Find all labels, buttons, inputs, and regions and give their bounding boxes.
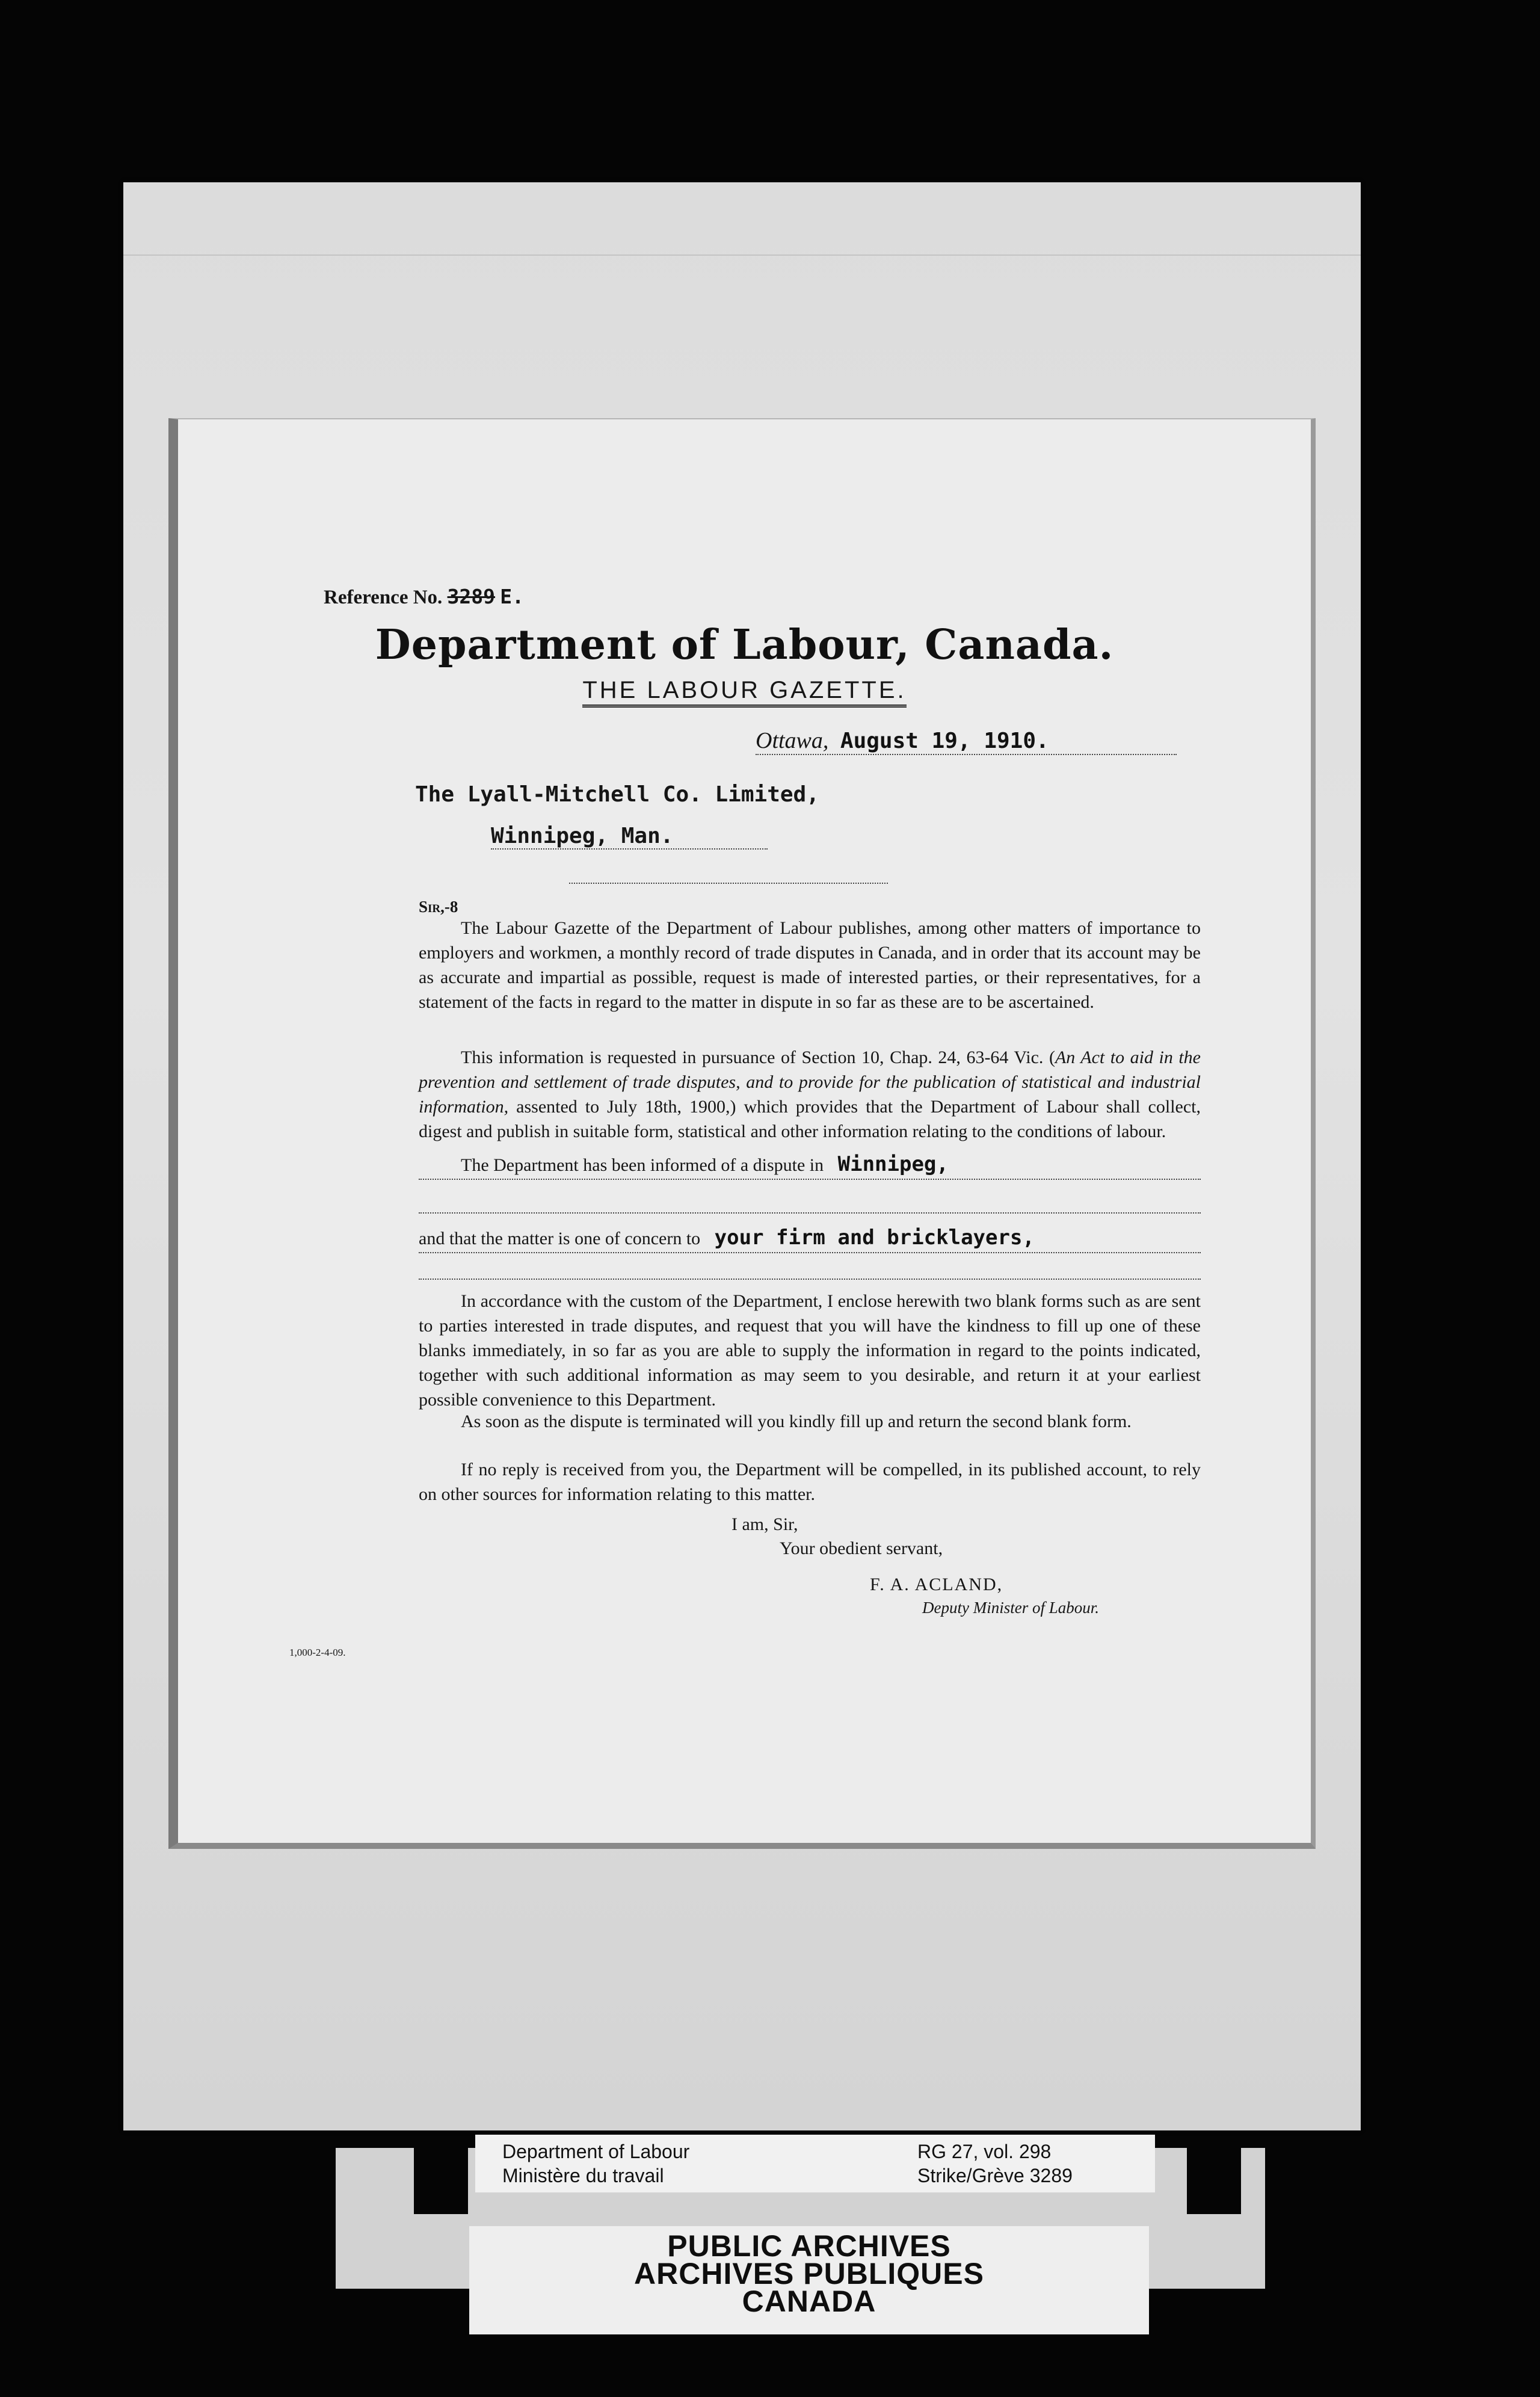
paragraph-2-end: assented to July 18th, 1900,) which provides that the Department of Labour shall collect, digest and publish in suitable form, statistical and other information relating to the conditions of labour.: [419, 1097, 1201, 1141]
paragraph-5-text: If no reply is received from you, the Department will be compelled, in its published account, to rely on other sources for information relating to this matter.: [419, 1460, 1201, 1504]
concern-label: and that the matter is one of concern to: [419, 1229, 701, 1248]
reference-value: 3289: [447, 585, 496, 608]
print-code: 1,000-2-4-09.: [289, 1647, 346, 1658]
addressee: The Lyall-Mitchell Co. Limited,: [415, 782, 819, 807]
paragraph-3-text: In accordance with the custom of the Department, I enclose herewith two blank forms such as are sent to parties interested in trade disputes, and request that you will have the kindness to fill up one of these blanks immediately, in so far as you are able to supply the information in regard to the points indicated, together with such additional information as may seem to you desirable, and return it at your earliest possible convenience to this Department.: [419, 1291, 1201, 1410]
paragraph-2: [419, 1045, 1201, 1144]
signer-name: F. A. ACLAND,: [870, 1575, 1003, 1594]
signer-title: Deputy Minister of Labour.: [922, 1599, 1099, 1617]
dispute-label: The Department has been informed of a dispute in: [461, 1155, 824, 1175]
paragraph-3: [419, 1289, 1201, 1412]
letter-sheet: [168, 418, 1316, 1849]
reference-suffix: E.: [500, 585, 525, 608]
archive-stamp-line-2: ARCHIVES PUBLIQUES: [634, 2257, 984, 2291]
address-city: Winnipeg, Man.: [491, 824, 768, 850]
dateline: [756, 727, 1177, 755]
dispute-line: [419, 1152, 1201, 1180]
fold-line: [123, 255, 1361, 256]
paragraph-1: [419, 916, 1201, 1014]
closing-line-2: Your obedient servant,: [780, 1538, 943, 1558]
dotted-line: [419, 1279, 1201, 1280]
dotted-line: [419, 1212, 1201, 1214]
reference-label: Reference No.: [324, 587, 443, 608]
archive-stamp: [469, 2226, 1149, 2334]
strip-notch: [1187, 2148, 1241, 2214]
archive-label: [475, 2135, 1155, 2192]
date-value: August 19, 1910.: [840, 729, 1049, 753]
dispute-value: Winnipeg,: [837, 1152, 949, 1176]
address-blank-line: [569, 883, 888, 884]
act-title: An Act to aid in the prevention and settlement of trade disputes, and to provide for the publication of statistical and industrial information,: [419, 1047, 1201, 1117]
archive-stamp-line-1: PUBLIC ARCHIVES: [667, 2229, 951, 2263]
closing-line-1: I am, Sir,: [732, 1514, 798, 1534]
concern-line: [419, 1226, 1201, 1253]
paragraph-4-text: As soon as the dispute is terminated will you kindly fill up and return the second blank form.: [461, 1411, 1132, 1431]
label-strike: Strike/Grève 3289: [917, 2165, 1073, 2186]
archive-stamp-line-3: CANADA: [742, 2284, 876, 2318]
paragraph-1-text: The Labour Gazette of the Department of Labour publishes, among other matters of importance to employers and workmen, a monthly record of trade disputes in Canada, and in order that its account may be as accurate and impartial as possible, request is made of interested parties, or their representatives, for a statement of the facts in regard to the matter in dispute in so far as these are to be ascertained.: [419, 918, 1201, 1012]
salutation: Sir,-8: [419, 898, 458, 916]
label-dept-en: Department of Labour: [502, 2141, 690, 2162]
paragraph-2-text: [419, 1045, 1201, 1144]
concern-value: your firm and bricklayers,: [714, 1226, 1035, 1250]
department-heading: Department of Labour, Canada.: [375, 621, 1114, 669]
strip-notch: [414, 2148, 468, 2214]
label-ref: RG 27, vol. 298: [917, 2141, 1052, 2162]
gazette-title: THE LABOUR GAZETTE.: [582, 677, 906, 708]
paragraph-4: [419, 1409, 1201, 1434]
label-dept-fr: Ministère du travail: [502, 2165, 664, 2186]
paragraph-5: [419, 1457, 1201, 1507]
reference-number: [324, 585, 524, 609]
paragraph-2-start: This information is requested in pursuance of Section 10, Chap. 24, 63-64 Vic. (: [461, 1047, 1055, 1067]
gazette-heading: [178, 677, 1311, 704]
date-place: Ottawa,: [756, 728, 829, 753]
